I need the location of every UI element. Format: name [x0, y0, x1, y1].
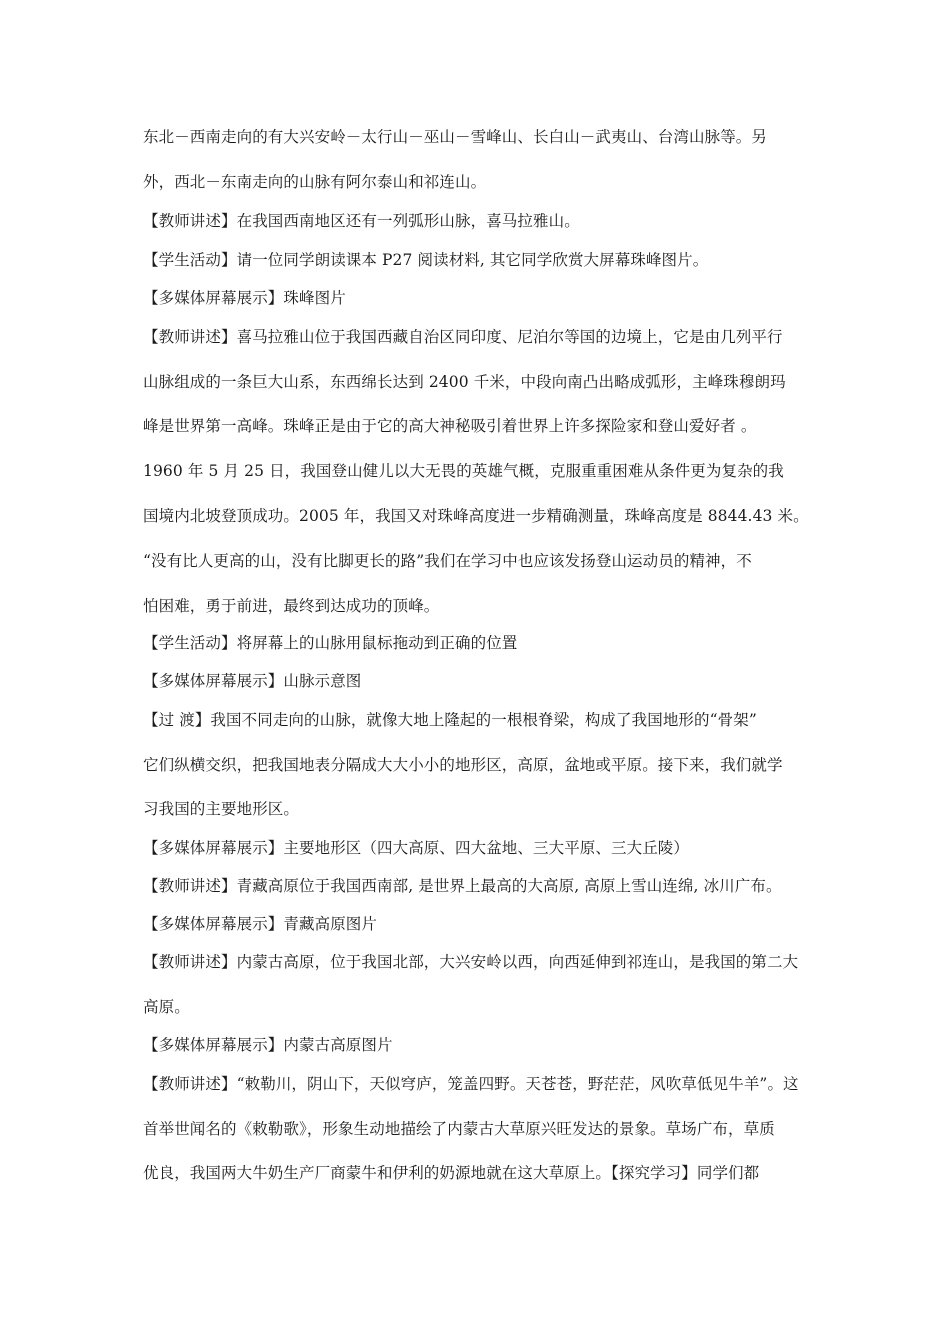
text-line: 峰是世界第一高峰。珠峰正是由于它的高大神秘吸引着世界上许多探险家和登山爱好者 。	[143, 417, 757, 435]
text-line: 【多媒体屏幕展示】山脉示意图	[143, 672, 362, 690]
text-line: 【教师讲述】“敕勒川，阴山下，天似穹庐，笼盖四野。天苍苍，野茫茫，风吹草低见牛羊”。这	[143, 1075, 799, 1093]
text-line: 【多媒体屏幕展示】珠峰图片	[143, 289, 346, 307]
text-line: 高原。	[143, 998, 190, 1016]
text-line: 习我国的主要地形区。	[143, 800, 300, 818]
text-line: 优良，我国两大牛奶生产厂商蒙牛和伊利的奶源地就在这大草原上。【探究学习】同学们都	[143, 1164, 760, 1182]
text-line: 【多媒体屏幕展示】青藏高原图片	[143, 915, 378, 933]
text-line: 国境内北坡登顶成功。2005 年，我国又对珠峰高度进一步精确测量，珠峰高度是 8844.43 米。	[143, 507, 809, 525]
text-line: 【多媒体屏幕展示】内蒙古高原图片	[143, 1036, 393, 1054]
text-line: 【教师讲述】青藏高原位于我国西南部, 是世界上最高的大高原, 高原上雪山连绵, 冰川广布。	[143, 877, 782, 895]
text-line: 东北－西南走向的有大兴安岭－太行山－巫山－雪峰山、长白山－武夷山、台湾山脉等。另	[143, 128, 768, 146]
text-line: 首举世闻名的《敕勒歌》，形象生动地描绘了内蒙古大草原兴旺发达的景象。草场广布，草质	[143, 1120, 775, 1138]
text-line: 【教师讲述】内蒙古高原，位于我国北部，大兴安岭以西，向西延伸到祁连山，是我国的第二大	[143, 953, 799, 971]
text-line: 【过 渡】我国不同走向的山脉，就像大地上隆起的一根根脊梁，构成了我国地形的“骨架”	[143, 711, 757, 729]
text-line: 【学生活动】请一位同学朗读课本 P27 阅读材料, 其它同学欣赏大屏幕珠峰图片。	[143, 251, 709, 269]
text-line: 1960 年 5 月 25 日，我国登山健儿以大无畏的英雄气概，克服重重困难从条件更为复杂的我	[143, 462, 784, 480]
text-line: 【教师讲述】喜马拉雅山位于我国西藏自治区同印度、尼泊尔等国的边境上，它是由几列平行	[143, 328, 783, 346]
text-line: 山脉组成的一条巨大山系，东西绵长达到 2400 千米，中段向南凸出略成弧形，主峰珠穆朗玛	[143, 373, 786, 391]
text-line: 它们纵横交织，把我国地表分隔成大大小小的地形区，高原，盆地或平原。接下来，我们就学	[143, 756, 783, 774]
text-line: 【教师讲述】在我国西南地区还有一列弧形山脉，喜马拉雅山。	[143, 212, 580, 230]
text-line: 外，西北－东南走向的山脉有阿尔泰山和祁连山。	[143, 173, 487, 191]
text-line: “没有比人更高的山，没有比脚更长的路”我们在学习中也应该发扬登山运动员的精神，不	[143, 552, 752, 570]
text-line: 怕困难，勇于前进，最终到达成功的顶峰。	[143, 597, 440, 615]
text-line: 【多媒体屏幕展示】主要地形区（四大高原、四大盆地、三大平原、三大丘陵）	[143, 839, 690, 857]
text-line: 【学生活动】将屏幕上的山脉用鼠标拖动到正确的位置	[143, 634, 518, 652]
